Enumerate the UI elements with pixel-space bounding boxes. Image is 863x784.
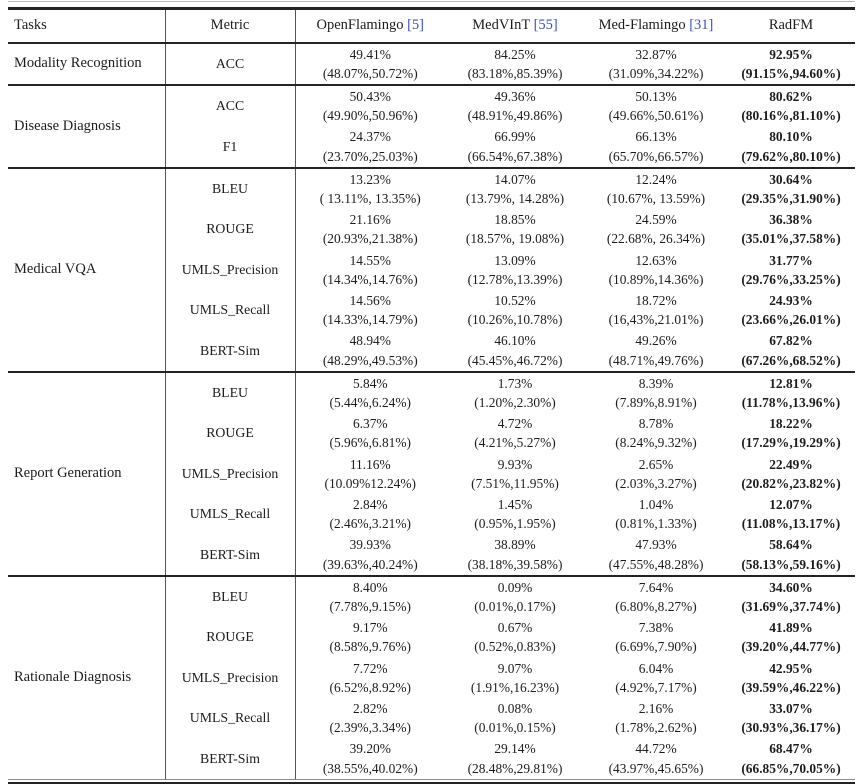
metric-label: UMLS_Precision — [165, 658, 295, 698]
citation-link[interactable]: [31] — [689, 17, 714, 33]
confidence-interval: (1.20%,2.30%) — [474, 394, 556, 410]
result-cell — [585, 43, 727, 85]
result-value: 9.93% — [497, 456, 533, 472]
task-label: Medical VQA — [8, 168, 165, 372]
result-cell — [295, 698, 445, 738]
result-value: 7.38% — [638, 620, 674, 636]
result-cell — [727, 658, 855, 698]
confidence-interval: (18.57%, 19.08%) — [465, 231, 565, 247]
result-value: 24.37% — [349, 129, 391, 145]
result-cell — [585, 209, 727, 249]
confidence-interval: (10.09%12.24%) — [324, 475, 416, 491]
confidence-interval: (4.92%,7.17%) — [615, 679, 697, 695]
result-value: 58.64% — [769, 537, 813, 553]
result-cell — [585, 534, 727, 575]
confidence-interval: (91.15%,94.60%) — [741, 65, 841, 81]
result-value: 50.13% — [635, 88, 677, 104]
confidence-interval: (79.62%,80.10%) — [741, 148, 841, 164]
result-value: 42.95% — [769, 660, 813, 676]
model-name-label: RadFM — [768, 17, 814, 33]
metric-label: ACC — [165, 43, 295, 85]
result-cell — [295, 576, 445, 617]
metric-label: ROUGE — [165, 617, 295, 657]
results-table-area — [8, 7, 855, 784]
confidence-interval: (10.89%,14.36%) — [608, 271, 704, 287]
result-value: 29.14% — [494, 741, 536, 757]
result-cell — [445, 168, 585, 209]
confidence-interval: (31.69%,37.74%) — [741, 598, 841, 614]
metric-label: BLEU — [165, 576, 295, 617]
result-value: 38.89% — [494, 537, 536, 553]
result-value: 8.40% — [352, 579, 388, 595]
confidence-interval: (2.39%,3.34%) — [329, 720, 411, 736]
result-value: 92.95% — [769, 46, 813, 62]
citation-link[interactable]: [55] — [533, 17, 558, 33]
result-value: 68.47% — [769, 741, 813, 757]
column-header-medvint — [445, 10, 585, 43]
result-value: 18.22% — [769, 416, 813, 432]
result-cell — [727, 413, 855, 453]
confidence-interval: (48.29%,49.53%) — [322, 352, 418, 368]
confidence-interval: (13.79%, 14.28%) — [465, 190, 565, 206]
result-value: 18.85% — [494, 212, 536, 228]
result-cell — [727, 250, 855, 290]
result-cell — [727, 372, 855, 413]
result-cell — [445, 454, 585, 494]
confidence-interval: (10.67%, 13.59%) — [606, 190, 706, 206]
result-value: 2.84% — [352, 496, 388, 512]
result-cell — [295, 413, 445, 453]
confidence-interval: (8.24%,9.32%) — [615, 435, 697, 451]
result-cell — [295, 372, 445, 413]
result-cell — [445, 617, 585, 657]
result-value: 18.72% — [635, 292, 677, 308]
result-cell — [585, 126, 727, 167]
confidence-interval: (35.01%,37.58%) — [741, 231, 841, 247]
confidence-interval: (48.71%,49.76%) — [608, 352, 704, 368]
result-value: 49.36% — [494, 88, 536, 104]
confidence-interval: (0.81%,1.33%) — [615, 516, 697, 532]
result-value: 2.16% — [638, 701, 674, 716]
top-hairline-rule — [8, 1, 855, 2]
confidence-interval: (17.29%,19.29%) — [741, 435, 841, 451]
result-value: 31.77% — [769, 252, 813, 268]
result-cell — [585, 168, 727, 209]
confidence-interval: (45.45%,46.72%) — [467, 352, 563, 368]
metric-label: BERT-Sim — [165, 738, 295, 778]
column-header-radfm — [727, 10, 855, 43]
result-cell — [445, 43, 585, 85]
confidence-interval: (29.76%,33.25%) — [741, 271, 841, 287]
result-cell — [445, 494, 585, 534]
result-cell — [585, 372, 727, 413]
confidence-interval: (58.13%,59.16%) — [741, 556, 841, 572]
table-row — [8, 85, 855, 126]
result-value: 47.93% — [635, 537, 677, 553]
confidence-interval: (1.78%,2.62%) — [615, 720, 697, 736]
confidence-interval: (14.34%,14.76%) — [322, 271, 418, 287]
result-cell — [727, 209, 855, 249]
metric-label: ACC — [165, 85, 295, 126]
result-value: 11.16% — [349, 456, 391, 472]
result-cell — [445, 738, 585, 778]
confidence-interval: (38.18%,39.58%) — [467, 556, 563, 572]
confidence-interval: (11.78%,13.96%) — [741, 394, 841, 410]
result-value: 12.63% — [635, 252, 677, 268]
confidence-interval: (39.59%,46.22%) — [741, 679, 841, 695]
result-value: 33.07% — [769, 701, 813, 716]
metric-label: BLEU — [165, 168, 295, 209]
result-value: 1.45% — [497, 496, 533, 512]
confidence-interval: (22.68%, 26.34%) — [606, 231, 706, 247]
result-value: 24.93% — [769, 292, 813, 308]
result-cell — [445, 85, 585, 126]
metric-label: BERT-Sim — [165, 330, 295, 371]
confidence-interval: (2.03%,3.27%) — [615, 475, 697, 491]
result-cell — [585, 413, 727, 453]
result-value: 50.43% — [349, 88, 391, 104]
result-cell — [727, 738, 855, 778]
result-cell — [585, 617, 727, 657]
confidence-interval: (7.89%,8.91%) — [615, 394, 697, 410]
metric-label: BLEU — [165, 372, 295, 413]
result-cell — [445, 126, 585, 167]
result-value: 6.04% — [638, 660, 674, 676]
citation-link[interactable]: [5] — [407, 17, 425, 33]
result-cell — [295, 658, 445, 698]
result-value: 9.17% — [352, 620, 388, 636]
table-body — [8, 43, 855, 779]
result-value: 21.16% — [349, 212, 391, 228]
result-cell — [727, 126, 855, 167]
result-value: 6.37% — [352, 416, 388, 432]
confidence-interval: (43.97%,45.65%) — [608, 760, 704, 776]
model-name-label: Med-Flamingo — [598, 17, 686, 33]
result-cell — [727, 290, 855, 330]
result-value: 13.23% — [349, 171, 391, 187]
table-row — [8, 43, 855, 85]
result-value: 7.64% — [638, 579, 674, 595]
confidence-interval: (29.35%,31.90%) — [741, 190, 841, 206]
metric-label: UMLS_Recall — [165, 698, 295, 738]
result-cell — [295, 126, 445, 167]
result-value: 49.41% — [349, 46, 391, 62]
confidence-interval: (66.54%,67.38%) — [467, 148, 563, 164]
result-value: 22.49% — [769, 456, 813, 472]
model-name-label: MedVInT — [472, 17, 530, 33]
result-cell — [445, 698, 585, 738]
result-cell — [445, 209, 585, 249]
confidence-interval: (20.82%,23.82%) — [741, 475, 841, 491]
confidence-interval: (12.78%,13.39%) — [467, 271, 563, 287]
result-value: 14.55% — [349, 252, 391, 268]
confidence-interval: (49.66%,50.61%) — [608, 108, 704, 124]
confidence-interval: (39.20%,44.77%) — [741, 639, 841, 655]
result-cell — [585, 250, 727, 290]
result-cell — [445, 250, 585, 290]
result-cell — [585, 454, 727, 494]
confidence-interval: (5.44%,6.24%) — [329, 394, 411, 410]
result-value: 41.89% — [769, 620, 813, 636]
result-cell — [295, 454, 445, 494]
metric-label: UMLS_Recall — [165, 494, 295, 534]
metric-label: ROUGE — [165, 413, 295, 453]
column-header-openflamingo — [295, 10, 445, 43]
result-cell — [445, 413, 585, 453]
task-label: Report Generation — [8, 372, 165, 576]
result-value: 66.99% — [494, 129, 536, 145]
result-value: 8.78% — [638, 416, 674, 432]
confidence-interval: (7.78%,9.15%) — [329, 598, 411, 614]
confidence-interval: (39.63%,40.24%) — [322, 556, 418, 572]
result-cell — [295, 617, 445, 657]
result-cell — [445, 330, 585, 371]
result-value: 10.52% — [494, 292, 536, 308]
result-value: 46.10% — [494, 333, 536, 349]
result-value: 7.72% — [352, 660, 388, 676]
result-cell — [727, 494, 855, 534]
result-value: 13.09% — [494, 252, 536, 268]
result-cell — [295, 209, 445, 249]
column-header-metric — [165, 10, 295, 43]
result-cell — [727, 576, 855, 617]
result-cell — [295, 43, 445, 85]
result-value: 66.13% — [635, 129, 677, 145]
confidence-interval: (23.70%,25.03%) — [322, 148, 418, 164]
result-value: 44.72% — [635, 741, 677, 757]
result-value: 30.64% — [769, 171, 813, 187]
result-cell — [295, 290, 445, 330]
result-value: 32.87% — [635, 46, 677, 62]
result-value: 8.39% — [638, 375, 674, 391]
confidence-interval: (14.33%,14.79%) — [322, 312, 418, 328]
result-cell — [295, 250, 445, 290]
result-value: 9.07% — [497, 660, 533, 676]
result-value: 0.67% — [497, 620, 533, 636]
confidence-interval: (47.55%,48.28%) — [608, 556, 704, 572]
result-cell — [727, 617, 855, 657]
table-row — [8, 168, 855, 209]
confidence-interval: (23.66%,26.01%) — [741, 312, 841, 328]
confidence-interval: (20.93%,21.38%) — [322, 231, 418, 247]
result-value: 34.60% — [769, 579, 813, 595]
task-label: Modality Recognition — [8, 43, 165, 85]
confidence-interval: (6.52%,8.92%) — [329, 679, 411, 695]
result-value: 39.20% — [349, 741, 391, 757]
column-header-label: Tasks — [14, 17, 47, 33]
result-cell — [445, 576, 585, 617]
confidence-interval: (48.07%,50.72%) — [322, 65, 418, 81]
confidence-interval: (80.16%,81.10%) — [741, 108, 841, 124]
benchmark-results-table — [8, 10, 855, 779]
confidence-interval: (7.51%,11.95%) — [471, 475, 559, 491]
result-cell — [585, 738, 727, 778]
column-header-tasks — [8, 10, 165, 43]
confidence-interval: (83.18%,85.39%) — [467, 65, 563, 81]
result-cell — [445, 372, 585, 413]
result-value: 67.82% — [769, 333, 813, 349]
result-value: 80.10% — [769, 129, 813, 145]
confidence-interval: (30.93%,36.17%) — [741, 720, 841, 736]
result-value: 48.94% — [349, 333, 391, 349]
result-cell — [295, 168, 445, 209]
column-header-med-flamingo — [585, 10, 727, 43]
result-cell — [727, 168, 855, 209]
result-cell — [727, 85, 855, 126]
result-value: 1.73% — [497, 375, 533, 391]
result-value: 80.62% — [769, 88, 813, 104]
result-cell — [295, 494, 445, 534]
result-cell — [295, 330, 445, 371]
result-cell — [295, 738, 445, 778]
result-cell — [295, 534, 445, 575]
result-value: 2.65% — [638, 456, 674, 472]
confidence-interval: ( 13.11%, 13.35%) — [319, 190, 421, 206]
confidence-interval: (5.96%,6.81%) — [329, 435, 411, 451]
confidence-interval: (8.58%,9.76%) — [329, 639, 411, 655]
result-value: 39.93% — [349, 537, 391, 553]
result-value: 49.26% — [635, 333, 677, 349]
confidence-interval: (0.01%,0.17%) — [474, 598, 556, 614]
result-cell — [445, 290, 585, 330]
result-cell — [585, 576, 727, 617]
confidence-interval: (16,43%,21.01%) — [608, 312, 704, 328]
result-cell — [727, 698, 855, 738]
table-row — [8, 576, 855, 617]
result-value: 4.72% — [497, 416, 533, 432]
result-cell — [585, 494, 727, 534]
confidence-interval: (31.09%,34.22%) — [608, 65, 704, 81]
result-cell — [727, 43, 855, 85]
table-row — [8, 372, 855, 413]
result-value: 12.07% — [769, 496, 813, 512]
result-value: 2.82% — [352, 701, 388, 716]
result-cell — [585, 330, 727, 371]
model-name-label: OpenFlamingo — [316, 17, 404, 33]
metric-label: UMLS_Precision — [165, 454, 295, 494]
result-cell — [445, 658, 585, 698]
result-cell — [295, 85, 445, 126]
result-cell — [727, 330, 855, 371]
confidence-interval: (0.52%,0.83%) — [474, 639, 556, 655]
confidence-interval: (28.48%,29.81%) — [467, 760, 563, 776]
metric-label: UMLS_Precision — [165, 250, 295, 290]
result-value: 14.56% — [349, 292, 391, 308]
confidence-interval: (10.26%,10.78%) — [467, 312, 563, 328]
confidence-interval: (65.70%,66.57%) — [608, 148, 704, 164]
result-cell — [585, 698, 727, 738]
metric-label: ROUGE — [165, 209, 295, 249]
result-value: 36.38% — [769, 212, 813, 228]
confidence-interval: (6.69%,7.90%) — [615, 639, 697, 655]
result-value: 12.24% — [635, 171, 677, 187]
confidence-interval: (38.55%,40.02%) — [322, 760, 418, 776]
result-cell — [727, 534, 855, 575]
column-header-label: Metric — [210, 17, 250, 33]
task-label: Disease Diagnosis — [8, 85, 165, 168]
confidence-interval: (49.90%,50.96%) — [322, 108, 418, 124]
result-value: 24.59% — [635, 212, 677, 228]
result-value: 84.25% — [494, 46, 536, 62]
result-value: 5.84% — [352, 375, 388, 391]
result-cell — [727, 454, 855, 494]
result-cell — [585, 290, 727, 330]
confidence-interval: (2.46%,3.21%) — [329, 516, 411, 532]
metric-label: F1 — [165, 126, 295, 167]
result-cell — [585, 658, 727, 698]
confidence-interval: (48.91%,49.86%) — [467, 108, 563, 124]
confidence-interval: (6.80%,8.27%) — [615, 598, 697, 614]
confidence-interval: (11.08%,13.17%) — [741, 516, 841, 532]
result-value: 12.81% — [769, 375, 813, 391]
metric-label: UMLS_Recall — [165, 290, 295, 330]
metric-label: BERT-Sim — [165, 534, 295, 575]
confidence-interval: (66.85%,70.05%) — [741, 760, 841, 776]
result-cell — [585, 85, 727, 126]
result-value: 0.08% — [497, 701, 533, 716]
confidence-interval: (0.01%,0.15%) — [474, 720, 556, 736]
confidence-interval: (4.21%,5.27%) — [474, 435, 556, 451]
result-cell — [445, 534, 585, 575]
confidence-interval: (1.91%,16.23%) — [470, 679, 560, 695]
result-value: 0.09% — [497, 579, 533, 595]
task-label: Rationale Diagnosis — [8, 576, 165, 779]
result-value: 1.04% — [638, 496, 674, 512]
table-header-row — [8, 10, 855, 43]
confidence-interval: (0.95%,1.95%) — [474, 516, 556, 532]
confidence-interval: (67.26%,68.52%) — [741, 352, 841, 368]
result-value: 14.07% — [494, 171, 536, 187]
